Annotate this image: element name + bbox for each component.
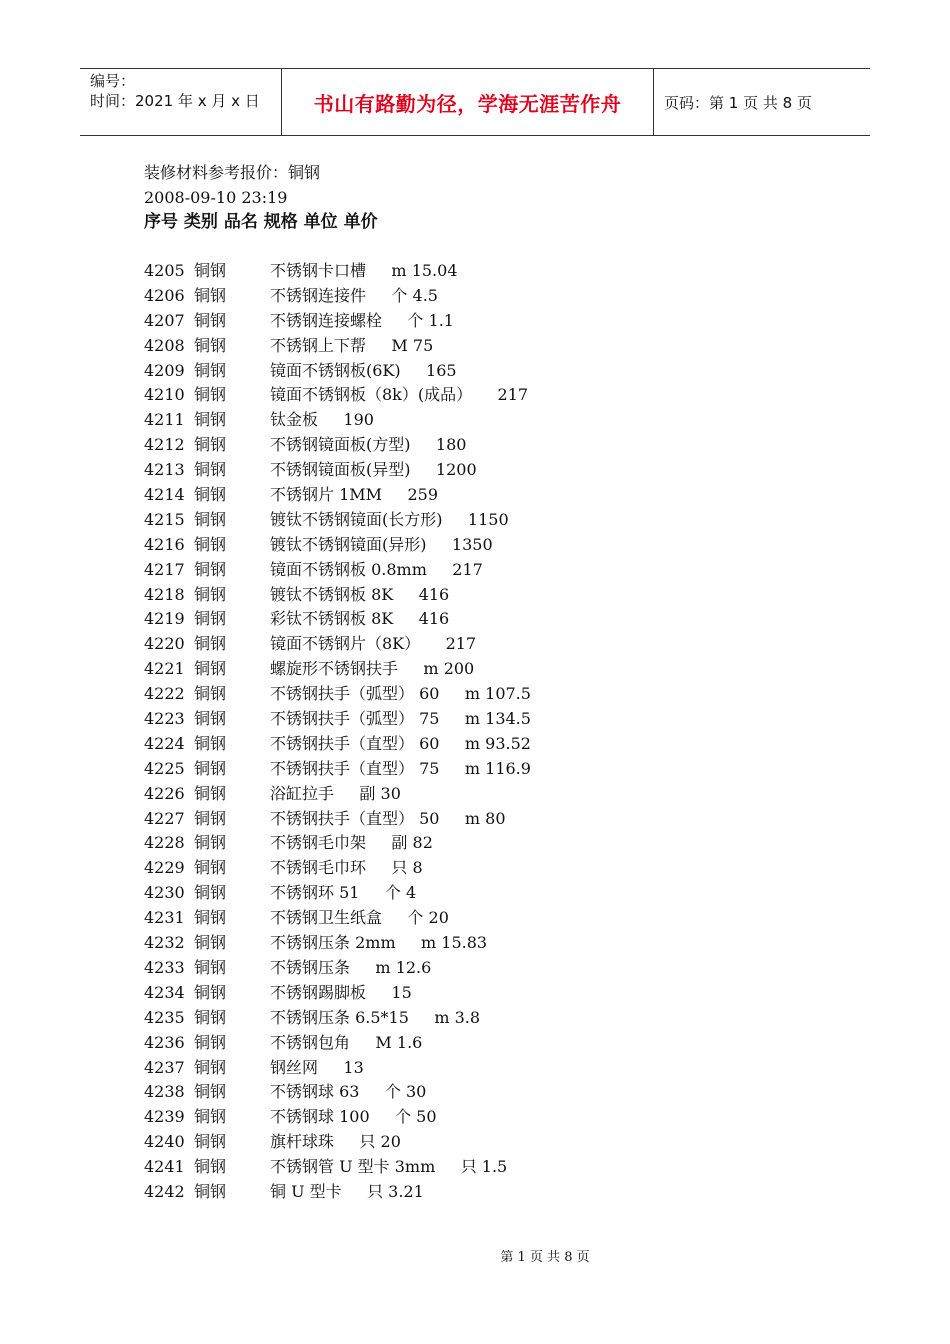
list-item (144, 856, 844, 881)
list-item (144, 956, 844, 981)
item-number: 4234 (144, 982, 185, 1002)
item-details: 不锈钢压条 m 12.6 (270, 957, 432, 977)
item-details: 不锈钢球 63 个 30 (270, 1082, 427, 1102)
item-category: 铜钢 (194, 957, 227, 977)
item-number: 4213 (144, 460, 185, 480)
item-category: 铜钢 (194, 261, 227, 280)
item-number: 4223 (144, 709, 185, 729)
item-category: 铜钢 (194, 460, 227, 480)
item-details: 不锈钢卡口槽 m 15.04 (270, 261, 458, 280)
item-details: 不锈钢管 U 型卡 3mm 只 1.5 (270, 1157, 508, 1177)
item-number: 4236 (144, 1032, 185, 1052)
item-details: 不锈钢卫生纸盒 个 20 (270, 908, 449, 928)
list-item (144, 807, 844, 832)
document-title: 装修材料参考报价：铜钢 (144, 163, 321, 182)
item-category: 铜钢 (194, 609, 227, 629)
list-item (144, 881, 844, 906)
item-category: 铜钢 (194, 310, 227, 330)
list-item (144, 1180, 844, 1205)
document-datetime: 2008-09-10 23:19 (144, 188, 288, 207)
list-item (144, 583, 844, 608)
list-item (144, 657, 844, 682)
item-category: 铜钢 (194, 982, 227, 1002)
item-number: 4220 (144, 634, 185, 654)
item-number: 4219 (144, 609, 185, 629)
list-item (144, 1155, 844, 1180)
item-category: 铜钢 (194, 733, 227, 753)
item-number: 4209 (144, 360, 185, 380)
item-category: 铜钢 (194, 659, 227, 679)
list-item (144, 1080, 844, 1105)
item-category: 铜钢 (194, 410, 227, 430)
item-details: 钛金板 190 (270, 410, 374, 430)
list-item (144, 259, 844, 284)
item-number: 4211 (144, 410, 185, 430)
item-details: 镜面不锈钢板(6K) 165 (270, 360, 457, 380)
item-category: 铜钢 (194, 285, 227, 305)
header-motto: 书山有路勤为径，学海无涯苦作舟 (282, 69, 654, 135)
item-details: 镜面不锈钢板（8k）(成品） 217 (270, 385, 529, 405)
item-category: 铜钢 (194, 808, 227, 828)
item-details: 不锈钢扶手（直型） 75 m 116.9 (270, 758, 531, 778)
item-details: 不锈钢扶手（直型） 50 m 80 (270, 808, 506, 828)
item-details: 镜面不锈钢片（8K） 217 (270, 634, 477, 654)
item-number: 4212 (144, 435, 185, 455)
item-details: 不锈钢压条 2mm m 15.83 (270, 933, 488, 953)
item-number: 4208 (144, 335, 185, 355)
item-category: 铜钢 (194, 1057, 227, 1077)
item-category: 铜钢 (194, 908, 227, 928)
item-category: 铜钢 (194, 684, 227, 704)
item-details: 不锈钢镜面板(方型) 180 (270, 435, 467, 455)
item-number: 4228 (144, 833, 185, 853)
header-page-info: 页码：第 1 页 共 8 页 (664, 93, 812, 112)
list-item (144, 359, 844, 384)
item-category: 铜钢 (194, 435, 227, 455)
item-number: 4226 (144, 783, 185, 803)
item-details: 不锈钢踢脚板 15 (270, 982, 412, 1002)
item-category: 铜钢 (194, 933, 227, 953)
item-number: 4239 (144, 1107, 185, 1127)
item-category: 铜钢 (194, 509, 227, 529)
item-details: 不锈钢扶手（弧型） 75 m 134.5 (270, 709, 531, 729)
list-item (144, 383, 844, 408)
item-category: 铜钢 (194, 385, 227, 405)
item-details: 不锈钢毛巾环 只 8 (270, 858, 423, 878)
list-item (144, 1031, 844, 1056)
item-details: 不锈钢毛巾架 副 82 (270, 833, 433, 853)
item-category: 铜钢 (194, 1157, 227, 1177)
item-category: 铜钢 (194, 783, 227, 803)
list-item (144, 284, 844, 309)
item-details: 不锈钢包角 M 1.6 (270, 1032, 423, 1052)
list-item (144, 483, 844, 508)
item-category: 铜钢 (194, 1132, 227, 1152)
item-number: 4224 (144, 733, 185, 753)
item-details: 旗杆球珠 只 20 (270, 1132, 401, 1152)
list-item (144, 757, 844, 782)
item-number: 4205 (144, 261, 185, 280)
time-label: 时间：2021 年 x 月 x 日 (90, 92, 260, 110)
item-details: 不锈钢球 100 个 50 (270, 1107, 437, 1127)
item-number: 4232 (144, 933, 185, 953)
number-label: 编号： (90, 72, 136, 90)
spacer (144, 235, 844, 259)
list-item (144, 508, 844, 533)
item-category: 铜钢 (194, 485, 227, 505)
list-item (144, 632, 844, 657)
list-item (144, 458, 844, 483)
item-details: 浴缸拉手 副 30 (270, 783, 401, 803)
item-details: 不锈钢压条 6.5*15 m 3.8 (270, 1007, 481, 1027)
list-item (144, 408, 844, 433)
item-number: 4215 (144, 509, 185, 529)
item-details: 不锈钢连接螺栓 个 1.1 (270, 310, 454, 330)
item-number: 4237 (144, 1057, 185, 1077)
item-number: 4231 (144, 908, 185, 928)
item-details: 镀钛不锈钢镜面(异形) 1350 (270, 534, 493, 554)
item-details: 镜面不锈钢板 0.8mm 217 (270, 559, 483, 579)
item-category: 铜钢 (194, 1082, 227, 1102)
list-item (144, 707, 844, 732)
item-details: 铜 U 型卡 只 3.21 (270, 1181, 424, 1201)
list-item (144, 309, 844, 334)
item-details: 镀钛不锈钢镜面(长方形) 1150 (270, 509, 509, 529)
item-category: 铜钢 (194, 360, 227, 380)
item-category: 铜钢 (194, 1007, 227, 1027)
column-headings: 序号 类别 品名 规格 单位 单价 (144, 212, 378, 232)
item-details: 镀钛不锈钢板 8K 416 (270, 584, 450, 604)
item-category: 铜钢 (194, 833, 227, 853)
item-category: 铜钢 (194, 534, 227, 554)
list-item (144, 831, 844, 856)
item-number: 4214 (144, 485, 185, 505)
item-number: 4238 (144, 1082, 185, 1102)
document-body (144, 160, 844, 1205)
item-category: 铜钢 (194, 584, 227, 604)
item-number: 4222 (144, 684, 185, 704)
item-category: 铜钢 (194, 758, 227, 778)
list-item (144, 1130, 844, 1155)
item-details: 彩钛不锈钢板 8K 416 (270, 609, 450, 629)
header-meta (80, 69, 282, 135)
item-category: 铜钢 (194, 858, 227, 878)
item-number: 4241 (144, 1157, 185, 1177)
item-number: 4240 (144, 1132, 185, 1152)
list-item (144, 682, 844, 707)
item-number: 4216 (144, 534, 185, 554)
item-category: 铜钢 (194, 634, 227, 654)
item-category: 铜钢 (194, 335, 227, 355)
list-item (144, 433, 844, 458)
item-number: 4235 (144, 1007, 185, 1027)
list-item (144, 558, 844, 583)
item-details: 不锈钢上下帮 M 75 (270, 335, 434, 355)
list-item (144, 1105, 844, 1130)
item-details: 不锈钢扶手（直型） 60 m 93.52 (270, 733, 531, 753)
item-details: 不锈钢片 1MM 259 (270, 485, 439, 505)
item-number: 4210 (144, 385, 185, 405)
item-details: 钢丝网 13 (270, 1057, 364, 1077)
item-details: 螺旋形不锈钢扶手 m 200 (270, 659, 475, 679)
list-item (144, 334, 844, 359)
price-list (144, 259, 844, 1205)
item-details: 不锈钢环 51 个 4 (270, 883, 417, 903)
item-details: 不锈钢镜面板(异型) 1200 (270, 460, 477, 480)
item-category: 铜钢 (194, 1107, 227, 1127)
item-number: 4227 (144, 808, 185, 828)
item-details: 不锈钢连接件 个 4.5 (270, 285, 438, 305)
item-number: 4221 (144, 659, 185, 679)
list-item (144, 607, 844, 632)
item-number: 4206 (144, 285, 185, 305)
list-item (144, 1056, 844, 1081)
item-category: 铜钢 (194, 709, 227, 729)
page-footer: 第 1 页 共 8 页 (500, 1250, 590, 1265)
list-item (144, 906, 844, 931)
item-details: 不锈钢扶手（弧型） 60 m 107.5 (270, 684, 531, 704)
list-item (144, 981, 844, 1006)
item-number: 4207 (144, 310, 185, 330)
item-number: 4233 (144, 957, 185, 977)
item-number: 4225 (144, 758, 185, 778)
item-category: 铜钢 (194, 883, 227, 903)
list-item (144, 533, 844, 558)
item-number: 4229 (144, 858, 185, 878)
list-item (144, 732, 844, 757)
item-category: 铜钢 (194, 1181, 227, 1201)
list-item (144, 1006, 844, 1031)
page-header (80, 68, 870, 136)
item-number: 4242 (144, 1181, 185, 1201)
list-item (144, 931, 844, 956)
item-number: 4230 (144, 883, 185, 903)
item-number: 4218 (144, 584, 185, 604)
list-item (144, 782, 844, 807)
item-category: 铜钢 (194, 1032, 227, 1052)
item-number: 4217 (144, 559, 185, 579)
item-category: 铜钢 (194, 559, 227, 579)
